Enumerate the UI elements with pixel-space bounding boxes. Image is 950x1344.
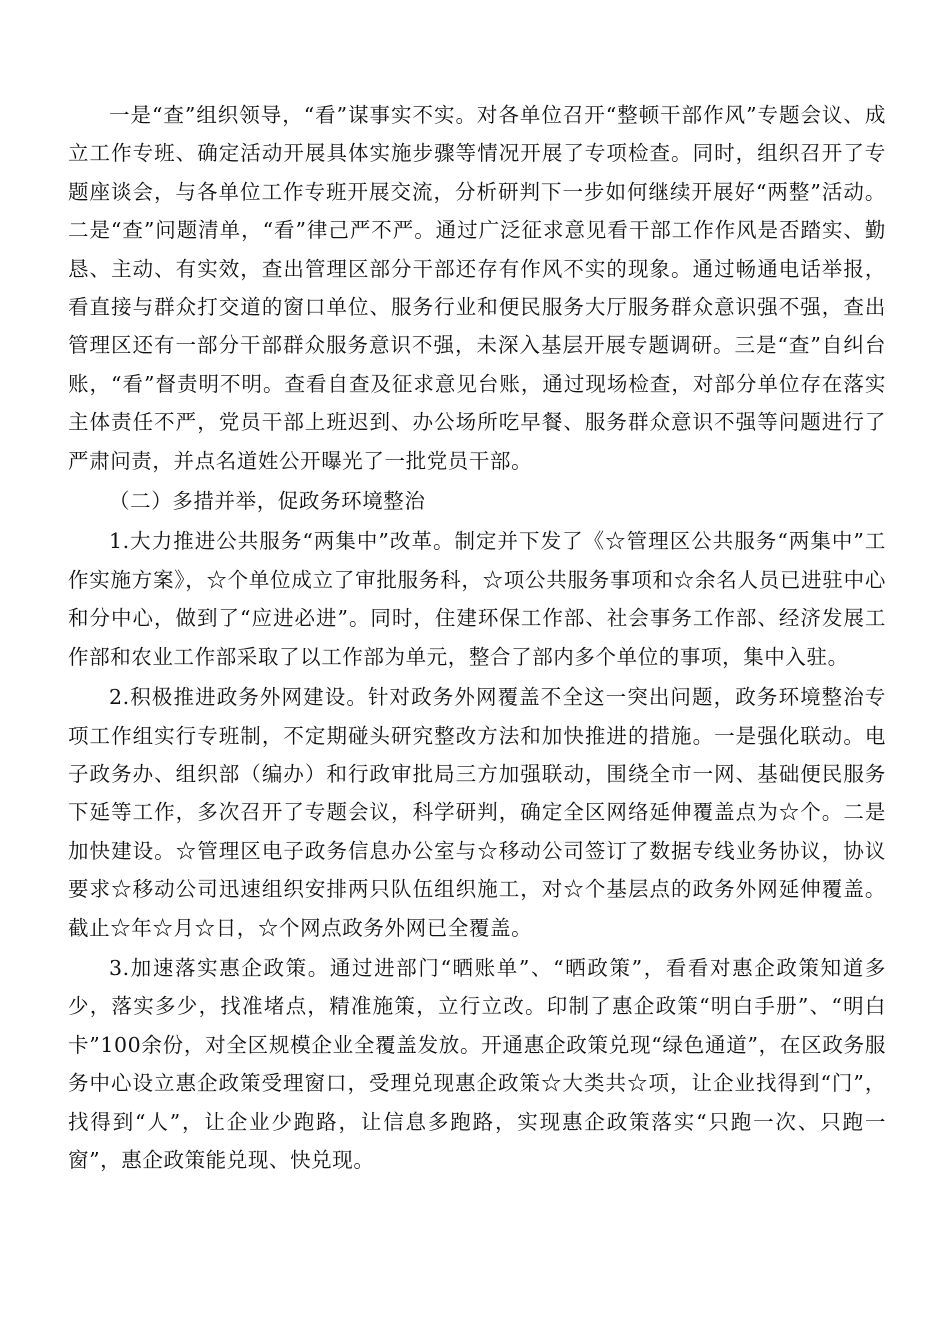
paragraph-public-service-reform: 1.大力推进公共服务“两集中”改革。制定并下发了《☆管理区公共服务“两集中”工作实施方案》，☆个单位成立了审批服务科，☆项公共服务事项和☆余名人员已进驻中心和分中心，做到了“应进必进”。同时，住建环保工作部、社会事务工作部、经济发展工作部和农业工作部采取了以工作部为单元，整合了部内多个单位的事项，集中入驻。 <box>68 529 886 669</box>
paragraph-inspection: 一是“查”组织领导，“看”谋事实不实。对各单位召开“整顿干部作风”专题会议、成立工作专班、确定活动开展具体实施步骤等情况开展了专项检查。同时，组织召开了专题座谈会，与各单位工作专班开展交流，分析研判下一步如何继续开展好“两整”活动。二是“查”问题清单，“看”律己严不严。通过广泛征求意见看干部工作作风是否踏实、勤恳、主动、有实效，查出管理区部分干部还存有作风不实的现象。通过畅通电话举报，看直接与群众打交道的窗口单位、服务行业和便民服务大厅服务群众意识强不强，查出管理区还有一部分干部群众服务意识不强，未深入基层开展专题调研。三是“查”自纠台账，“看”督责明不明。查看自查及征求意见台账，通过现场检查，对部分单位存在落实主体责任不严，党员干部上班迟到、办公场所吃早餐、服务群众意识不强等问题进行了严肃问责，并点名道姓公开曝光了一批党员干部。 <box>68 103 886 473</box>
paragraph-enterprise-policy: 3.加速落实惠企政策。通过进部门“晒账单”、“晒政策”，看看对惠企政策知道多少，落实多少，找准堵点，精准施策，立行立改。印制了惠企政策“明白手册”、“明白卡”100余份，对全区规模企业全覆盖发放。开通惠企政策兑现“绿色通道”，在区政务服务中心设立惠企政策受理窗口，受理兑现惠企政策☆大类共☆项，让企业找得到“门”，找得到“人”，让企业少跑路，让信息多跑路，实现惠企政策落实“只跑一次、只跑一窗”，惠企政策能兑现、快兑现。 <box>68 955 886 1172</box>
section-heading: （二）多措并举，促政务环境整治 <box>109 489 426 514</box>
paragraph-extranet-construction: 2.积极推进政务外网建设。针对政务外网覆盖不全这一突出问题，政务环境整治专项工作组实行专班制，不定期碰头研究整改方法和加快推进的措施。一是强化联动。电子政务办、组织部（编办）和行政审批局三方加强联动，围绕全市一网、基础便民服务下延等工作，多次召开了专题会议，科学研判，确定全区网络延伸覆盖点为☆个。二是加快建设。☆管理区电子政务信息办公室与☆移动公司签订了数据专线业务协议，协议要求☆移动公司迅速组织安排两只队伍组织施工，对☆个基层点的政务外网延伸覆盖。截止☆年☆月☆日，☆个网点政务外网已全覆盖。 <box>68 685 886 940</box>
document-body <box>68 96 886 1179</box>
